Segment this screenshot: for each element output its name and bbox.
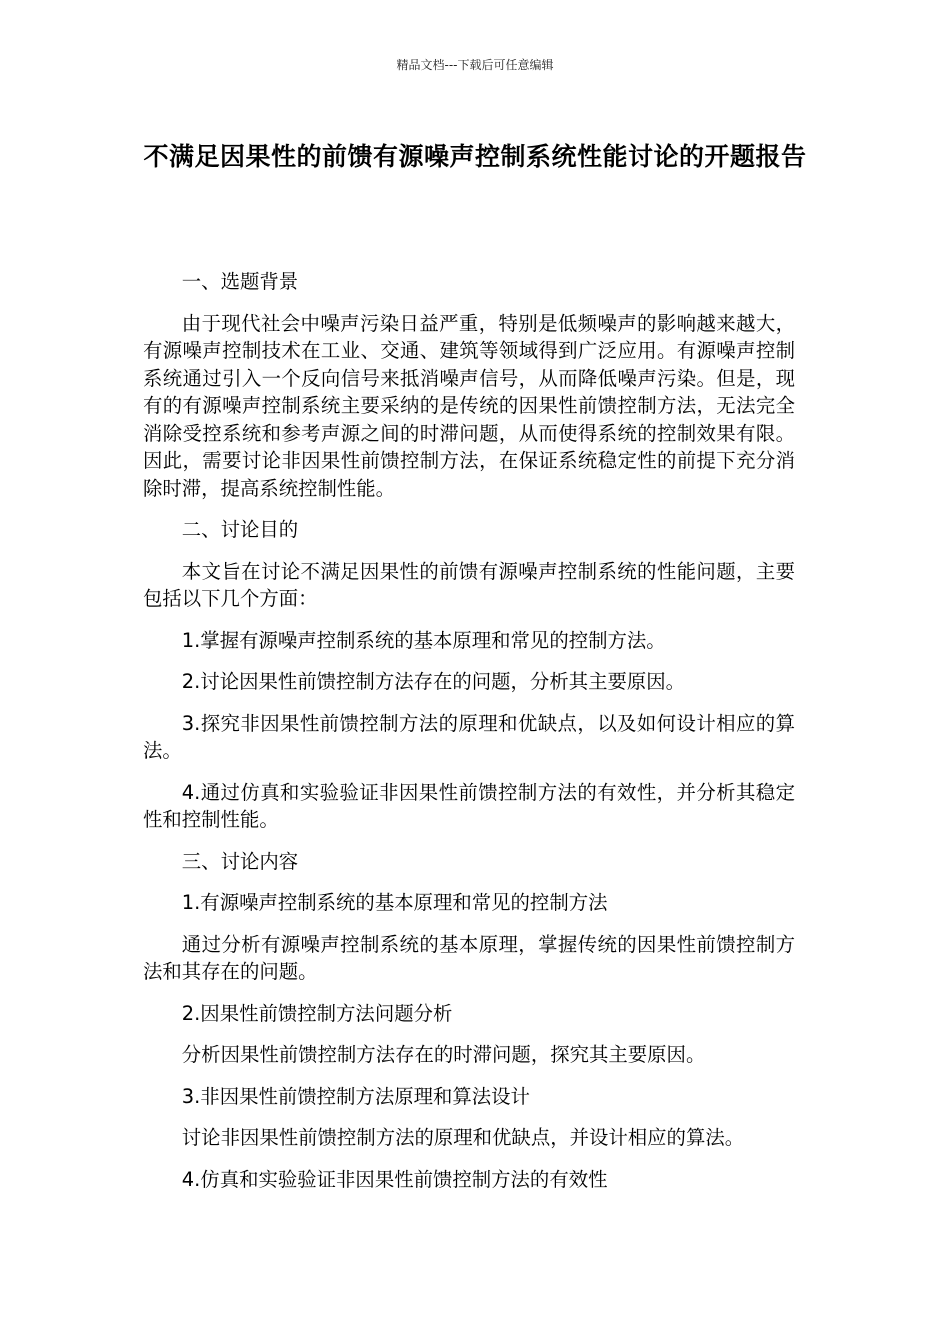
purpose-item-3: 3.探究非因果性前馈控制方法的原理和优缺点，以及如何设计相应的算法。	[143, 711, 795, 762]
purpose-item-4: 4.通过仿真和实验验证非因果性前馈控制方法的有效性，并分析其稳定性和控制性能。	[143, 780, 795, 831]
purpose-item-2: 2.讨论因果性前馈控制方法存在的问题，分析其主要原因。	[181, 670, 686, 693]
section-heading-background: 一、选题背景	[181, 270, 299, 293]
document-title: 不满足因果性的前馈有源噪声控制系统性能讨论的开题报告	[143, 142, 807, 171]
content-sub3-title: 3.非因果性前馈控制方法原理和算法设计	[181, 1084, 530, 1108]
section-heading-content: 三、讨论内容	[181, 849, 299, 873]
content-sub2-text: 分析因果性前馈控制方法存在的时滞问题，探究其主要原因。	[181, 1043, 706, 1066]
content-sub2-title: 2.因果性前馈控制方法问题分析	[181, 1001, 453, 1025]
content-sub4-title: 4.仿真和实验验证非因果性前馈控制方法的有效性	[181, 1167, 608, 1191]
purpose-intro: 本文旨在讨论不满足因果性的前馈有源噪声控制系统的性能问题，主要包括以下几个方面：	[143, 559, 795, 610]
purpose-item-1: 1.掌握有源噪声控制系统的基本原理和常见的控制方法。	[181, 628, 666, 652]
background-paragraph: 由于现代社会中噪声污染日益严重，特别是低频噪声的影响越来越大，有源噪声控制技术在工业、交通、建筑等领域得到广泛应用。有源噪声控制系统通过引入一个反向信号来抵消噪声信号，从而降低噪声污染。但是，现有的有源噪声控制系统主要采纳的是传统的因果性前馈控制方法，无法完全消除受控系统和参考声源之间的时滞问题，从而使得系统的控制效果有限。因此，需要讨论非因果性前馈控制方法，在保证系统稳定性的前提下充分消除时滞，提高系统控制性能。	[143, 311, 795, 500]
document-body	[143, 268, 795, 1207]
header-note: 精品文档---下载后可任意编辑	[396, 58, 554, 72]
content-sub3-text: 讨论非因果性前馈控制方法的原理和优缺点，并设计相应的算法。	[181, 1126, 745, 1149]
section-heading-purpose: 二、讨论目的	[181, 518, 299, 541]
content-sub1-text: 通过分析有源噪声控制系统的基本原理，掌握传统的因果性前馈控制方法和其存在的问题。	[143, 932, 795, 983]
content-sub1-title: 1.有源噪声控制系统的基本原理和常见的控制方法	[181, 891, 608, 914]
